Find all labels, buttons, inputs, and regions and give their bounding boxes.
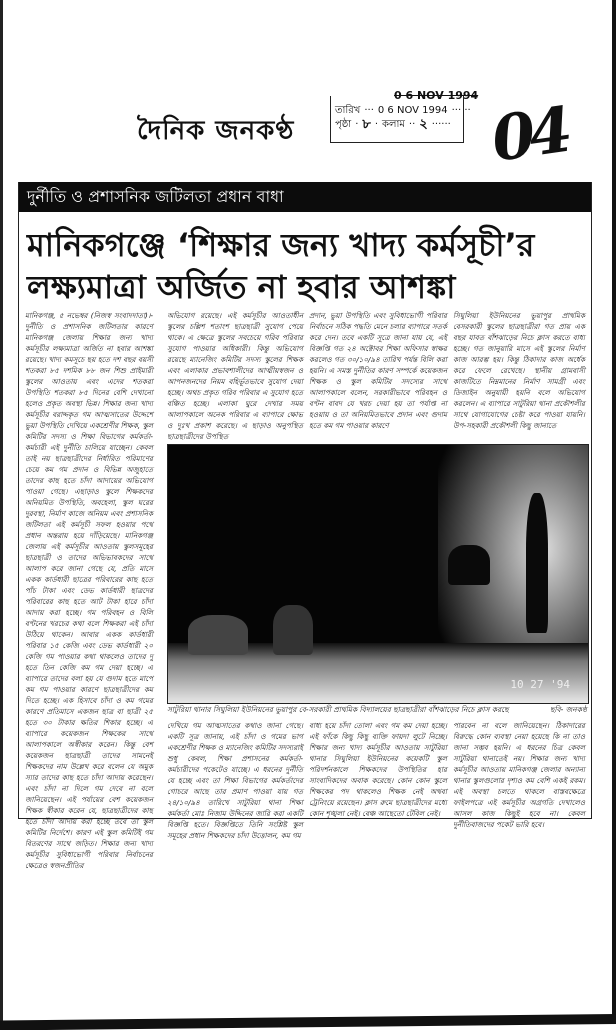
headline-line-1: মানিকগঞ্জে ‘শিক্ষার জন্য খাদ্য কর্মসূচী’র	[27, 226, 535, 264]
stamp-date-row: তারিখ ··· 0 6 NOV 1994 ··· ··	[335, 105, 471, 116]
scan-border-bottom	[0, 1014, 616, 1030]
article-kicker: দুর্নীতি ও প্রশাসনিক জটিলতা প্রধান বাধা	[19, 182, 591, 212]
article-column-2-continued: দেখিয়ে গম আত্মসাতের কথাও জানা গেছে। একটি সূত্র জানায়, এই চাঁদা ও গমের ভাগ একশ্রেণীর শিক্ষক ও ম্যানেজিং কমিটির সদস্যরাই শুধু কেবল, শিক্ষা প্রশাসনের কর্মকর্তা-কর্মচারীদের পকেটেও যাচ্ছে। এ ধরনের দুর্নীতি যে হচ্ছে এবং তা শিক্ষা বিভাগের কর্মকর্তাদের গোচরে আছে তার প্রমাণ পাওয়া যায় গত ২৪/১০/৯৪ তারিখে সাটুরিয়া থানা শিক্ষা কর্মকর্তা মোঃ নিজাম উদ্দিনের জারি করা একটি বিজ্ঞপ্তি হতে। বিজ্ঞপ্তিতে তিনি সংশ্লিষ্ট স্কুল সমূহের প্রধান শিক্ষকদের চাঁদা উত্তোলন, কম গম	[167, 721, 303, 840]
photo-date-imprint: 10 27 '94	[510, 678, 570, 691]
photo-caption	[167, 705, 587, 717]
stamp-date-value: 0 6 NOV 1994	[377, 105, 448, 116]
article-column-3-continued: বাধ্য হয়ে চাঁদা তোলা এবং গম কম দেয়া হচ্ছে। এই ফাঁকে কিছু কিছু ব্যক্তি ফায়দা লুটে নিচ্ছে। শিক্ষার জন্য খাদ্য কর্মসূচীর আওতায় সাটুরিয়া থানার সিঘুলিয়া ইউনিয়নের কয়েকটি স্কুল পরিদর্শনকালে শিক্ষকদের উপস্থিতির হার সাংবাদিকদের অবাক করেছে। কোন কোন স্কুলে শিক্ষকের পদ থাকলেও শিক্ষক নেই অথবা ট্রেনিংয়ে রয়েছেন। ক্লাস রুমে ছাত্রছাত্রীদের মধ্যে কোন শৃঙ্খলা নেই। বেঞ্চ আছেতো টেবিল নেই।	[309, 721, 447, 818]
news-article	[18, 182, 592, 870]
newspaper-masthead: দৈনিক জনকণ্ঠ	[137, 116, 295, 146]
stamp-column-label: কলাম	[382, 119, 405, 130]
article-column-2: অভিযোগ রয়েছে। এই কর্মসূচীর আওতাধীন স্কুলের চল্লিশ শতাংশ ছাত্রছাত্রী সুযোগ পেয়ে থাকে। এ ক্ষেত্রে স্কুলের সবচেয়ে গরিব পরিবার সুযোগ পাওয়ার অধিকারী। কিন্তু অভিযোগ রয়েছে ম্যানেজিং কমিটির সদস্য স্কুলের শিক্ষক এবং এলাকার প্রভাবশালীদের আত্মীয়স্বজন ও আপনজনদের নিয়ম বহির্ভূতভাবে সুযোগ দেয়া হচ্ছে। অথচ প্রকৃত গরিব পরিবার এ সুযোগ হতে বঞ্চিত হচ্ছে। এলাকা ঘুরে দেখার সময় আলাপকালে অনেক পরিবার এ ব্যাপারে ক্ষোভ ও দুঃখ প্রকাশ করেছে। এ ছাড়াও অনুপস্থিত ছাত্রছাত্রীদের উপস্থিত	[167, 311, 303, 441]
stamp-page-row: পৃষ্ঠা · ৮ · কলাম ·· ২ ······	[335, 117, 451, 132]
headline-line-2: লক্ষ্যমাত্রা অর্জিত না হবার আশঙ্কা	[27, 268, 456, 306]
article-column-4-continued: পারবেন না বলে জানিয়েছেন। ঠিকাদারের বিরুদ্ধে কোন ব্যবস্থা নেয়া হয়েছে কি না তাও জানা সম্ভব হয়নি। এ ধরনের চিত্র কেবল সাটুরিয়া থানাতেই নয়। শিক্ষার জন্য খাদ্য কর্মসূচীর আওতায় মানিকগঞ্জ জেলার অন্যান্য থানার স্কুলগুলোর দৃশ্যও কম বেশি একই রকম। এই অবস্থা চলতে থাকলে বাস্তবক্ষেত্রে ফাইলপত্রে এই কর্মসূচীর অগ্রগতি দেখালেও আসল কাজ কিছুই হবে না। কেবল দুর্নীতিবাজদের পকেট ভারি হবে।	[453, 721, 585, 829]
clipping-stamp	[330, 96, 471, 143]
stamp-column-value: ২	[419, 117, 428, 132]
photo-caption-text: সাটুরিয়া থানার সিঘুলিয়া ইউনিয়নের ভুয়াপুর বে-সরকারী প্রাথমিক বিদ্যালয়ের ছাত্রছাত্রীরা বাঁশঝাড়ের নিচে ক্লাস করছে	[167, 705, 509, 714]
scan-border-right	[612, 0, 616, 1024]
handwritten-clip-number: 04	[487, 93, 571, 176]
stamp-date-label: তারিখ	[335, 105, 361, 116]
article-headline	[27, 224, 587, 308]
article-column-1: মানিকগঞ্জ, ৫ নভেম্বর (নিজস্ব সংবাদদাতা)।-দুর্নীতি ও প্রশাসনিক জটিলতার কারণে মানিকগঞ্জ জেলায় শিক্ষার জন্য খাদ্য কর্মসূচীর লক্ষ্যমাত্রা অর্জিত না হবার আশঙ্কা রয়েছে। খাদ্য কমসূচে ছয় হতে দশ বছর বয়সী শতকরা ৮৫ দশমিক ৮৮ জন শিশু প্রাইমারী স্কুলের আওতায় এবং এদের শতকরা উপস্থিতি শতকরা ৮৫ দিনের বেশি দেখানো হলেও প্রকৃত অবস্থা ভিন্ন। শিক্ষার জন্য খাদ্য কর্মসূচীর বরাদ্দকৃত গম আত্মসাতের উদ্দেশে ভুয়া উপস্থিতি দেখিয়ে একশ্রেণীর শিক্ষক, স্কুল কমিটির সদস্য ও শিক্ষা বিভাগের কর্মকর্তা-কর্মচারী এই দুর্নীতি চালিয়ে যাচ্ছেন। কেবল তাই নয় ছাত্রছাত্রীদের নির্ধারিত পরিমাণের চেয়ে কম গম প্রদান ও বিভিন্ন অজুহাতে তাদের কাছ হতে চাঁদা আদায়ের অভিযোগ পাওয়া গেছে। এছাড়াও স্কুলে শিক্ষকদের অনিয়মিত উপস্থিতি, অবহেলা, স্কুল ঘরের দুরবস্থা, নির্মাণ কাজে অনিয়ম এবং প্রশাসনিক জটিলতা এই কর্মসূচী সফল হওয়ার পথে প্রধান অন্তরায় হয়ে দাঁড়িয়েছে। মানিকগঞ্জ জেলায় এই কর্মসূচীর আওতায় স্কুলসমূহের ছাত্রছাত্রী ও তাদের অভিভাবকদের সাথে আলাপ করে জানা গেছে যে, প্রতি মাসে একক কার্ডধারী ছাত্রের পরিবারের কাছ হতে পাঁচ টাকা এবং ডেভ কার্ডধারী ছাত্রদের পরিবারের কাছ হতে আট টাকা হারে চাঁদা আদায় করা হচ্ছে। গম পরিবহন ও বিলি বণ্টনের খরচের কথা বলে শিক্ষকরা এই চাঁদা উঠিয়ে থাকেন। আবার একক কার্ডধারী পরিবার ১৫ কেজি এবং ডেভ কার্ডধারী ২০ কেজি গম পাওয়ার কথা থাকলেও তাদের দু হতে তিন কেজি কম গম দেয়া হচ্ছে। এ ব্যাপারে তাদের বলা হয় যে গুদাম হতে মাপে কম গম পাওয়ার কারণে ছাত্রছাত্রীদের কম দিতে হচ্ছে। এক হিসাবে চাঁদা ও কম গমের কারণে প্রতিমাসে একজন ছাত্র বা ছাত্রী ২৫ হতে ৩০ টাকার ক্ষতির শিকার হচ্ছে। এ ব্যাপারে কয়েকজন শিক্ষকের সাথে আলাপকালে অস্বীকার করেন। কিন্তু বেশ কয়েকজন ছাত্রছাত্রী তাদের সামনেই শিক্ষকদের নাম উল্লেখ করে বলেন যে অমুক স্যার তাদের কাছ হতে চাঁদা আদায় করেছেন। এবং চাঁদা না দিলে গম দেবে না বলে জানিয়েছেন। এই পর্যায়ের বেশ কয়েকজন শিক্ষক স্বীকার করেন যে, ছাত্রছাত্রীদের কাছ হতে চাঁদা আদায় করা হচ্ছে তবে তা স্কুল কমিটির নির্দেশে। কারণ এই স্কুল কমিটিই গম বিতরণের সাথে জড়িত। শিক্ষার জন্য খাদ্য কর্মসূচীর সুবিধাভোগী পরিবার নির্বাচনের ক্ষেত্রেও স্বজনপ্রীতির	[25, 311, 153, 870]
article-column-4: সিঘুলিয়া ইউনিয়নের ভুয়াপুর প্রাথমিক বেসরকারী স্কুলের ছাত্রছাত্রীরা গত প্রায় এক বছর যাবত বাঁশঝাড়ের নিচে ক্লাস করতে বাধ্য হচ্ছে। গত জানুয়ারি মাসে এই স্কুলের নির্মাণ কাজ আরম্ভ হয়। কিন্তু ঠিকাদার কাজ অর্ধেক করে ফেলে রেখেছে। স্থানীয় গ্রামবাসী কাজটিতে নিম্নমানের নির্মাণ সামগ্রী এবং ডিজাইন অনুযায়ী হয়নি বলে অভিযোগ করলেন। এ ব্যাপারে সাটুরিয়া থানা প্রকৌশলীর সাথে যোগাযোগের চেষ্টা করে পাওয়া যায়নি। উপ-সহকারী প্রকৌশলী কিছু জানাতে	[453, 311, 585, 430]
scan-border-left	[0, 0, 3, 1024]
photo-credit: ছবি- জনকণ্ঠ	[549, 705, 587, 714]
article-photo	[167, 444, 589, 704]
stamp-page-value: ৮	[362, 117, 371, 132]
stamp-page-label: পৃষ্ঠা	[335, 119, 352, 130]
struck-date-stamp: 0 6 NOV 1994	[394, 89, 479, 102]
photo-figure-standing	[526, 493, 548, 633]
photo-children-group	[188, 615, 248, 655]
article-column-3: প্রদান, ভুয়া উপস্থিতি এবং সুবিধাভোগী পরিবার নির্বাচনে সঠিক পদ্ধতি মেনে চলার ব্যাপারে সতর্ক করে দেন। তবে একটি সূত্রে জানা যায় যে, এই বিজ্ঞপ্তি গত ২৪ অক্টোবর শিক্ষা অফিসার স্বাক্ষর করলেও গত ৩০/১০/৯৪ তারিখ পর্যন্ত বিলি করা হয়নি। এ সমস্ত দুর্নীতির কারণ সম্পর্কে কয়েকজন শিক্ষক ও স্কুল কমিটির সদস্যের সাথে আলাপকালে বলেন, সরকারীভাবে পরিবহন ও বণ্টন বাবদ যে খরচ দেয়া হয় তা পর্যাপ্ত না হওয়ায় ও তা অনিয়মিতভাবে প্রদান এবং গুদাম হতে কম গম পাওয়ার কারণে	[309, 311, 447, 430]
photo-children-group-2	[273, 605, 313, 655]
photo-figure-seated	[448, 545, 490, 585]
